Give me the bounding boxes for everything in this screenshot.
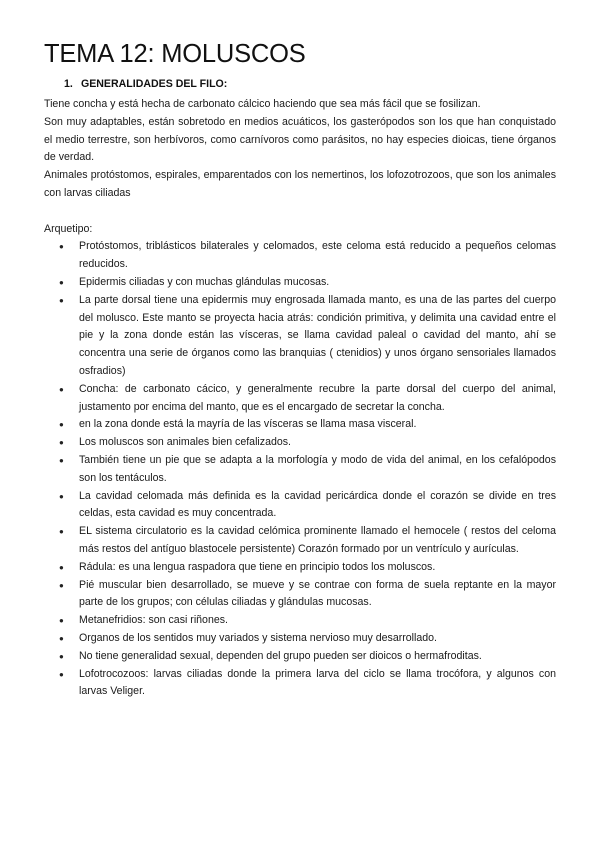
bullet-item: ● La cavidad celomada más definida es la cavidad pericárdica donde el corazón se divide en tres celdas, esta cavidad es muy concentrada. — [44, 488, 556, 524]
section-heading — [64, 78, 227, 90]
bullet-item: ● Concha: de carbonato cácico, y generalmente recubre la parte dorsal del cuerpo del animal, justamento por encima del manto, que es el encargado de secretar la concha. — [44, 381, 556, 417]
bullet-item: ● en la zona donde está la mayría de las vísceras se llama masa visceral. — [44, 416, 556, 434]
paragraph: Tiene concha y está hecha de carbonato cálcico haciendo que sea más fácil que se fosilizan. — [44, 98, 481, 110]
bullet-item: ● Lofotrocozoos: larvas ciliadas donde la primera larva del ciclo se llama trocófora, y algunos con larvas Veliger. — [44, 666, 556, 702]
bullet-item: ● También tiene un pie que se adapta a la morfología y modo de vida del animal, en los cefalópodos son los tentáculos. — [44, 452, 556, 488]
bullet-item: ● Rádula: es una lengua raspadora que tiene en principio todos los moluscos. — [44, 559, 556, 577]
subheading: Arquetipo: — [44, 222, 93, 235]
bullet-item: ● La parte dorsal tiene una epidermis muy engrosada llamada manto, es una de las partes del cuerpo del molusco. Este manto se proyecta hacia atrás: condición primitiva, y delimita una cavidad entre el pie y la zona donde están las vísceras, se llama cavidad paleal o cavidad del manto, ahí se concentra una serie de órganos como las branquias ( ctenidios) y unos órgano sensoriales llamados osfradios) — [44, 292, 556, 381]
bullet-item: ● Los moluscos son animales bien cefalizados. — [44, 434, 556, 452]
bullet-item: ● Protóstomos, triblásticos bilaterales y celomados, este celoma está reducido a pequeños celomas reducidos. — [44, 238, 556, 274]
bullet-item: ● Organos de los sentidos muy variados y sistema nervioso muy desarrollado. — [44, 630, 556, 648]
spacer — [44, 203, 556, 221]
bullet-item: ● Pié muscular bien desarrollado, se mueve y se contrae con forma de suela reptante en la mayor parte de los grupos; con células ciliadas y glándulas mucosas. — [44, 577, 556, 613]
bullet-item: ● Epidermis ciliadas y con muchas glándulas mucosas. — [44, 274, 556, 292]
bullet-item: ● EL sistema circulatorio es la cavidad celómica prominente llamado el hemocele ( restos del celoma más restos del antíguo blastocele persistente) Corazón formado por un ventrículo y aurículas. — [44, 523, 556, 559]
paragraph: Animales protóstomos, espirales, emparentados con los nemertinos, los lofozotrozoos, que son los animales con larvas ciliadas — [44, 169, 556, 199]
bullet-list — [44, 238, 556, 701]
section-label: GENERALIDADES DEL FILO: — [80, 78, 228, 90]
page-title: TEMA 12: MOLUSCOS — [44, 40, 306, 68]
document-body — [44, 96, 556, 701]
section-number: 1. — [64, 78, 73, 90]
paragraph: Son muy adaptables, están sobretodo en medios acuáticos, los gasterópodos son los que han conquistado el medio terrestre, son herbívoros, como carnívoros como parásitos, no hay especies dioicas, tiene órganos de verdad. — [44, 115, 556, 164]
bullet-item: ● No tiene generalidad sexual, dependen del grupo pueden ser dioicos o hermafroditas. — [44, 648, 556, 666]
bullet-item: ● Metanefridios: son casi riñones. — [44, 612, 556, 630]
